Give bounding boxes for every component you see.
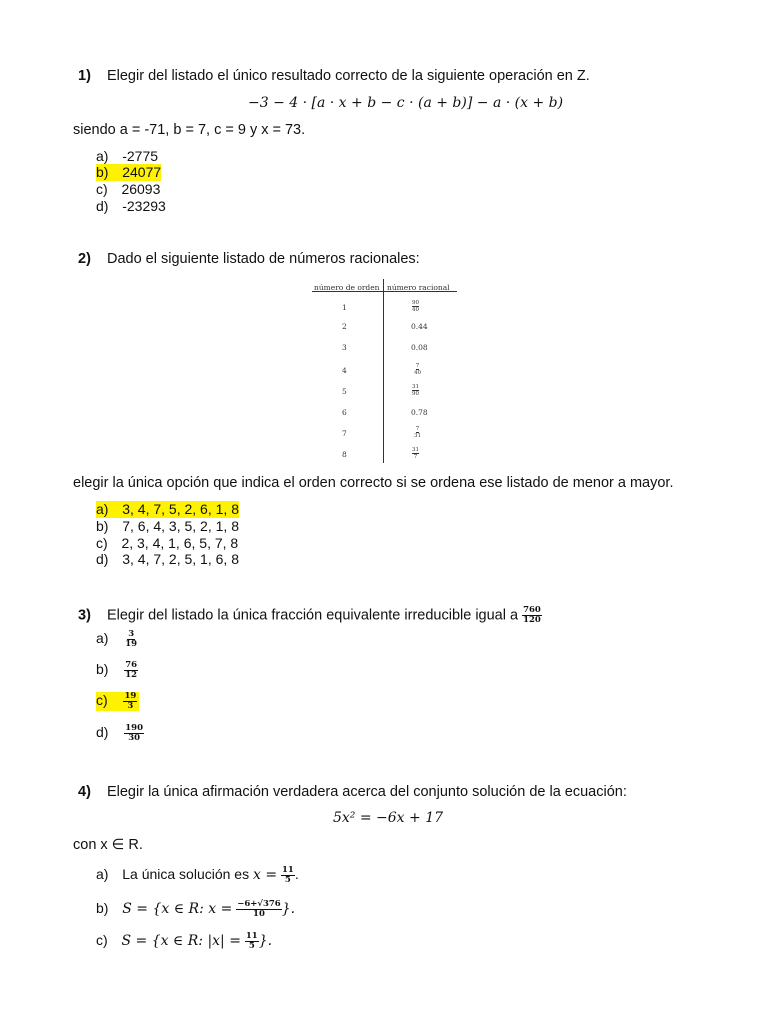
fraction-numerator: 7	[415, 363, 420, 369]
fraction-denominator: 5	[248, 941, 255, 951]
fraction-denominator: 90	[412, 391, 419, 397]
option-letter: b)	[96, 900, 109, 917]
table-row	[312, 447, 457, 467]
order-cell: 8	[342, 450, 347, 459]
question-4-header	[78, 784, 627, 801]
option-math: x =	[253, 867, 278, 884]
q3-option-c[interactable]	[96, 692, 139, 711]
table-row	[312, 300, 457, 320]
q2-option-b[interactable]	[96, 518, 239, 535]
rational-cell	[412, 447, 419, 460]
fraction-denominator: 31	[414, 433, 421, 439]
table-header-rational: número racional	[387, 283, 450, 292]
fraction-denominator: 40	[412, 307, 419, 313]
q1-option-a[interactable]	[96, 148, 158, 165]
question-number: 3)	[78, 607, 91, 624]
rational-cell: 0.44	[411, 322, 428, 331]
option-letter: b)	[96, 518, 109, 534]
fraction-numerator: 760	[523, 605, 541, 615]
fraction-numerator: 11	[281, 865, 294, 875]
option-letter: d)	[96, 551, 109, 567]
option-letter: a)	[96, 148, 109, 164]
option-fraction	[236, 900, 282, 919]
order-cell: 1	[342, 303, 347, 312]
option-letter: d)	[96, 198, 109, 214]
order-cell: 7	[342, 429, 347, 438]
option-fraction	[281, 866, 295, 885]
fraction-denominator: 7	[413, 454, 418, 460]
fraction-numerator: 19	[124, 691, 137, 701]
fraction-numerator: 31	[412, 384, 419, 390]
table-row	[312, 363, 457, 383]
table-row	[312, 426, 457, 446]
option-fraction	[124, 724, 144, 743]
option-letter: a)	[96, 866, 109, 883]
rational-numbers-table	[312, 276, 457, 466]
order-cell: 3	[342, 343, 347, 352]
fraction-numerator: 190	[125, 723, 143, 733]
option-letter: c)	[96, 692, 108, 709]
question-prompt: Elegir del listado la única fracción equivalente irreducible igual a	[106, 607, 519, 624]
fraction-denominator: 3	[127, 701, 134, 711]
question-prompt: Elegir del listado el único resultado correcto de la siguiente operación en Z.	[106, 68, 590, 84]
table-row	[312, 343, 457, 363]
question-number: 2)	[78, 251, 91, 267]
option-letter: a)	[96, 630, 109, 647]
order-cell: 5	[342, 387, 347, 396]
option-fraction	[124, 661, 138, 680]
q4-condition: con x ∈ R.	[73, 837, 143, 853]
option-text: -23293	[122, 198, 166, 214]
question-prompt: Dado el siguiente listado de números racionales:	[106, 251, 420, 267]
q4-option-a[interactable]	[96, 866, 299, 885]
rational-cell	[414, 363, 421, 376]
question-2-header	[78, 251, 420, 268]
rational-cell: 0.78	[411, 408, 428, 417]
option-text: 3, 4, 7, 2, 5, 1, 6, 8	[122, 551, 239, 567]
order-cell: 4	[342, 366, 347, 375]
q2-option-c[interactable]	[96, 535, 238, 552]
fraction-denominator: 120	[523, 615, 541, 625]
q1-given-values: siendo a = -71, b = 7, c = 9 y x = 73.	[73, 122, 306, 138]
option-math: S = {x ∈ R: x =	[122, 901, 233, 918]
question-3-header	[78, 606, 542, 625]
option-letter: d)	[96, 724, 109, 741]
fraction-denominator: 5	[284, 875, 291, 885]
option-fraction	[245, 932, 259, 951]
q1-option-b[interactable]	[96, 164, 161, 181]
fraction-denominator: 12	[125, 670, 138, 680]
q2-option-d[interactable]	[96, 551, 239, 568]
option-letter: c)	[96, 181, 108, 197]
rational-cell	[412, 300, 419, 313]
option-letter: b)	[96, 661, 109, 678]
order-cell: 2	[342, 322, 347, 331]
question-number: 4)	[78, 784, 91, 800]
order-cell: 6	[342, 408, 347, 417]
q3-option-d[interactable]	[96, 724, 144, 743]
q1-option-d[interactable]	[96, 198, 166, 215]
option-suffix: }.	[281, 901, 296, 918]
fraction-numerator: 7	[415, 426, 420, 432]
q2-option-a[interactable]	[96, 501, 239, 518]
option-text: La única solución es	[122, 866, 250, 883]
q3-option-a[interactable]	[96, 630, 138, 649]
option-text: 24077	[122, 164, 162, 180]
q4-option-b[interactable]	[96, 900, 295, 919]
option-fraction	[123, 692, 137, 711]
fraction-numerator: 76	[125, 660, 138, 670]
fraction-denominator: 30	[128, 733, 141, 743]
question-number: 1)	[78, 68, 91, 84]
question-prompt: Elegir la única afirmación verdadera acerca del conjunto solución de la ecuación:	[106, 784, 627, 800]
option-letter: b)	[96, 164, 109, 180]
fraction-denominator: 19	[125, 639, 138, 649]
option-letter: c)	[96, 535, 108, 551]
option-suffix: .	[294, 866, 299, 883]
rational-cell	[414, 426, 421, 439]
fraction-denominator: 10	[253, 909, 265, 919]
q3-option-b[interactable]	[96, 661, 138, 680]
q2-instruction: elegir la única opción que indica el orden correcto si se ordena ese listado de menor a mayor.	[73, 475, 674, 491]
rational-cell: 0.08	[411, 343, 428, 352]
fraction-numerator: 11	[245, 931, 258, 941]
fraction-denominator: 40	[414, 370, 421, 376]
option-letter: a)	[96, 501, 109, 517]
fraction-numerator: −6+√376	[237, 899, 281, 909]
option-text: 26093	[121, 181, 161, 197]
q1-formula: −3 − 4 · [a · x + b − c · (a + b)] − a · (x + b)	[248, 95, 564, 111]
table-header-order: número de orden	[314, 283, 380, 292]
table-header	[312, 279, 457, 292]
fraction-numerator: 31	[412, 447, 419, 453]
q3-target-fraction	[522, 606, 542, 625]
option-text: 2, 3, 4, 1, 6, 5, 7, 8	[121, 535, 239, 551]
option-fraction	[124, 630, 138, 649]
rational-cell	[412, 384, 419, 397]
table-row	[312, 408, 457, 428]
table-row	[312, 322, 457, 342]
option-text: 3, 4, 7, 5, 2, 6, 1, 8	[122, 501, 239, 517]
q1-option-c[interactable]	[96, 181, 160, 198]
option-text: -2775	[122, 148, 159, 164]
option-text: 7, 6, 4, 3, 5, 2, 1, 8	[122, 518, 239, 534]
option-math: S = {x ∈ R: |x| =	[121, 933, 241, 950]
table-row	[312, 384, 457, 404]
fraction-numerator: 90	[412, 300, 419, 306]
fraction-numerator: 3	[128, 629, 135, 639]
option-suffix: }.	[258, 933, 273, 950]
q4-option-c[interactable]	[96, 932, 272, 951]
option-letter: c)	[96, 932, 108, 949]
q4-equation: 5x² = −6x + 17	[333, 810, 444, 826]
question-1-header	[78, 68, 590, 85]
